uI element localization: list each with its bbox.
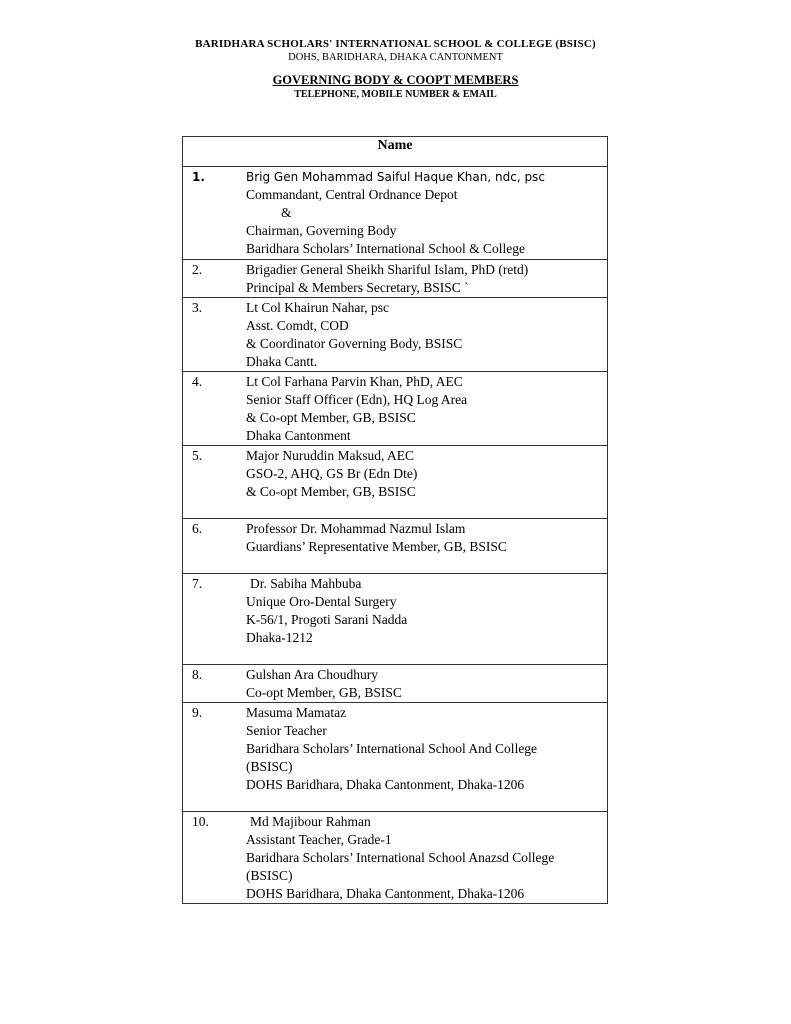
member-detail-line: Baridhara Scholars’ International School & College bbox=[246, 241, 526, 256]
member-detail-line: Senior Teacher bbox=[246, 723, 327, 738]
member-cell bbox=[183, 665, 608, 703]
member-detail-line: (BSISC) bbox=[246, 759, 293, 774]
member-cell bbox=[183, 446, 608, 519]
member-cell bbox=[183, 260, 608, 298]
table-row bbox=[183, 574, 608, 665]
member-number: 3. bbox=[192, 300, 203, 315]
member-details bbox=[246, 446, 607, 501]
member-number: 5. bbox=[192, 448, 203, 463]
member-name: Md Majibour Rahman bbox=[250, 814, 371, 829]
member-name: Gulshan Ara Choudhury bbox=[246, 667, 378, 682]
member-detail-line: & Coordinator Governing Body, BSISC bbox=[246, 336, 463, 351]
member-number: 2. bbox=[192, 262, 203, 277]
member-detail-line: Baridhara Scholars’ International School And College bbox=[246, 741, 538, 756]
member-cell bbox=[183, 372, 608, 446]
section-title: GOVERNING BODY & COOPT MEMBERS bbox=[272, 73, 519, 87]
member-details bbox=[246, 703, 607, 794]
member-details bbox=[246, 665, 607, 702]
members-table bbox=[182, 136, 608, 904]
school-address: DOHS, BARIDHARA, DHAKA CANTONMENT bbox=[288, 52, 503, 63]
member-detail-line: DOHS Baridhara, Dhaka Cantonment, Dhaka-1206 bbox=[246, 777, 525, 792]
table-row bbox=[183, 665, 608, 703]
table-row bbox=[183, 446, 608, 519]
member-details bbox=[246, 167, 607, 258]
member-name: Lt Col Khairun Nahar, psc bbox=[246, 300, 390, 315]
table-header-row bbox=[183, 137, 608, 167]
member-number: 6. bbox=[192, 521, 203, 536]
member-detail-line: Dhaka Cantt. bbox=[246, 354, 318, 369]
section-subtitle: TELEPHONE, MOBILE NUMBER & EMAIL bbox=[294, 89, 497, 100]
member-cell bbox=[183, 519, 608, 574]
member-details bbox=[246, 812, 607, 903]
member-detail-line: Commandant, Central Ordnance Depot bbox=[246, 187, 458, 202]
member-detail-line: Guardians’ Representative Member, GB, BSISC bbox=[246, 539, 507, 554]
member-detail-line: K-56/1, Progoti Sarani Nadda bbox=[246, 612, 408, 627]
member-name: Dr. Sabiha Mahbuba bbox=[250, 576, 362, 591]
members-table-body bbox=[183, 167, 608, 904]
table-row bbox=[183, 519, 608, 574]
member-details bbox=[246, 260, 607, 297]
member-detail-line: DOHS Baridhara, Dhaka Cantonment, Dhaka-1206 bbox=[246, 886, 525, 901]
member-detail-line: Chairman, Governing Body bbox=[246, 223, 397, 238]
member-number: 8. bbox=[192, 667, 203, 682]
member-details bbox=[246, 519, 607, 556]
member-detail-line: Senior Staff Officer (Edn), HQ Log Area bbox=[246, 392, 468, 407]
column-header-name: Name bbox=[183, 137, 608, 167]
member-detail-line: Dhaka-1212 bbox=[246, 630, 313, 645]
member-details bbox=[246, 298, 607, 371]
school-name: BARIDHARA SCHOLARS' INTERNATIONAL SCHOOL & COLLEGE (BSISC) bbox=[195, 38, 596, 50]
member-detail-line: Assistant Teacher, Grade-1 bbox=[246, 832, 392, 847]
member-cell bbox=[183, 703, 608, 812]
member-name: Brig Gen Mohammad Saiful Haque Khan, ndc, psc bbox=[246, 170, 545, 184]
member-detail-line: Principal & Members Secretary, BSISC ` bbox=[246, 280, 469, 295]
table-row bbox=[183, 298, 608, 372]
member-detail-line: & Co-opt Member, GB, BSISC bbox=[246, 410, 416, 425]
table-row bbox=[183, 167, 608, 260]
member-name: Brigadier General Sheikh Shariful Islam, PhD (retd) bbox=[246, 262, 529, 277]
member-name: Lt Col Farhana Parvin Khan, PhD, AEC bbox=[246, 374, 463, 389]
table-row bbox=[183, 260, 608, 298]
table-row bbox=[183, 372, 608, 446]
member-number: 10. bbox=[192, 814, 209, 829]
member-cell bbox=[183, 298, 608, 372]
member-number: 7. bbox=[192, 576, 203, 591]
member-cell bbox=[183, 167, 608, 260]
member-name: Masuma Mamataz bbox=[246, 705, 347, 720]
member-detail-line: GSO-2, AHQ, GS Br (Edn Dte) bbox=[246, 466, 418, 481]
member-detail-line: Unique Oro-Dental Surgery bbox=[246, 594, 397, 609]
member-detail-line: Co-opt Member, GB, BSISC bbox=[246, 685, 402, 700]
member-detail-line: Baridhara Scholars’ International School Anazsd College bbox=[246, 850, 555, 865]
member-detail-line: Dhaka Cantonment bbox=[246, 428, 351, 443]
member-cell bbox=[183, 574, 608, 665]
member-number: 4. bbox=[192, 374, 203, 389]
member-detail-line: Asst. Comdt, COD bbox=[246, 318, 349, 333]
member-detail-line: (BSISC) bbox=[246, 868, 293, 883]
member-cell bbox=[183, 812, 608, 904]
member-number: 9. bbox=[192, 705, 203, 720]
member-name: Major Nuruddin Maksud, AEC bbox=[246, 448, 414, 463]
member-detail-line: & bbox=[281, 205, 292, 220]
member-name: Professor Dr. Mohammad Nazmul Islam bbox=[246, 521, 466, 536]
table-row bbox=[183, 703, 608, 812]
member-number: 1. bbox=[192, 170, 205, 184]
member-detail-line: & Co-opt Member, GB, BSISC bbox=[246, 484, 416, 499]
table-row bbox=[183, 812, 608, 904]
member-details bbox=[246, 372, 607, 445]
member-details bbox=[246, 574, 607, 647]
